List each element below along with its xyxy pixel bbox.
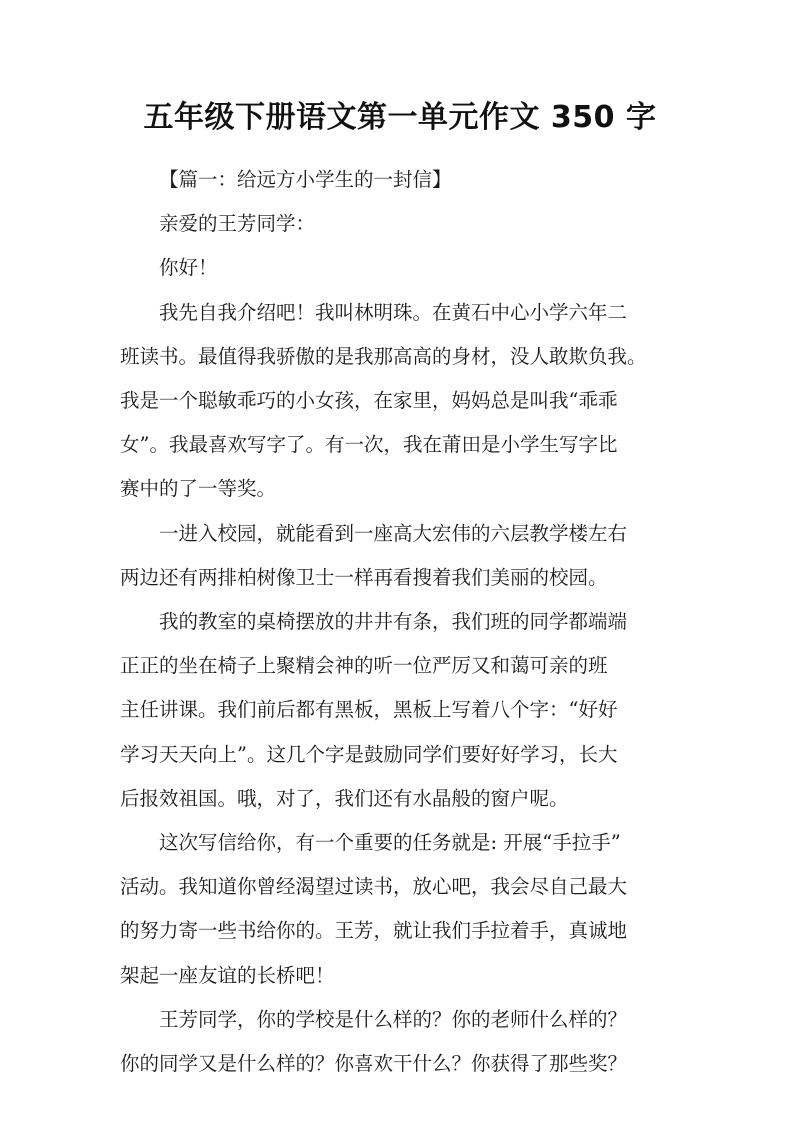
paragraph-line: 学习天天向上”。这几个字是鼓励同学们要好好学习，长大 (120, 742, 618, 766)
paragraph-line: 的努力寄一些书给你的。王芳，就让我们手拉着手，真诚地 (120, 919, 628, 943)
paragraph-classroom (120, 600, 686, 821)
letter-salutation: 亲爱的王芳同学： (159, 212, 316, 236)
paragraph-line: 我的教室的桌椅摆放的井井有条，我们班的同学都端端 (159, 610, 628, 634)
paragraph-line: 主任讲课。我们前后都有黑板，黑板上写着八个字：“好好 (120, 698, 618, 722)
paragraph-campus (120, 512, 686, 600)
paragraph-line: 班读书。最值得我骄傲的是我那高高的身材，没人敢欺负我。 (120, 344, 647, 368)
paragraph-line: 你的同学又是什么样的？你喜欢干什么？你获得了那些奖？ (120, 1052, 628, 1076)
paragraph-line: 这次写信给你，有一个重要的任务就是: 开展“手拉手” (159, 831, 621, 855)
paragraph-line: 我是一个聪敏乖巧的小女孩，在家里，妈妈总是叫我“乖乖 (120, 389, 618, 413)
paragraph-introduction (120, 291, 686, 512)
paragraph-line: 两边还有两排柏树像卫士一样再看搜着我们美丽的校园。 (120, 565, 608, 589)
section-heading: 【篇一：给远方小学生的一封信】 (159, 168, 452, 191)
paragraph-line: 女”。我最喜欢写字了。有一次，我在莆田是小学生写字比 (120, 433, 618, 457)
paragraph-line: 一进入校园，就能看到一座高大宏伟的六层教学楼左右 (159, 521, 628, 545)
document-body (120, 158, 686, 1086)
paragraph-line: 赛中的了一等奖。 (120, 477, 277, 501)
letter-greeting: 你好！ (159, 256, 218, 280)
paragraph-task (120, 821, 686, 998)
paragraph-line: 后报效祖国。哦，对了，我们还有水晶般的窗户呢。 (120, 786, 569, 810)
paragraph-line: 我先自我介绍吧！我叫林明珠。在黄石中心小学六年二 (159, 300, 628, 324)
paragraph-line: 正正的坐在椅子上聚精会神的听一位严厉又和蔼可亲的班 (120, 654, 608, 678)
paragraph-line: 活动。我知道你曾经渴望过读书，放心吧，我会尽自己最大 (120, 875, 628, 899)
paragraph-questions (120, 998, 686, 1086)
document-title: 五年级下册语文第一单元作文 350 字 (143, 100, 657, 135)
paragraph-line: 架起一座友谊的长桥吧！ (120, 963, 335, 987)
paragraph-line: 王芳同学，你的学校是什么样的？你的老师什么样的？ (159, 1007, 628, 1031)
